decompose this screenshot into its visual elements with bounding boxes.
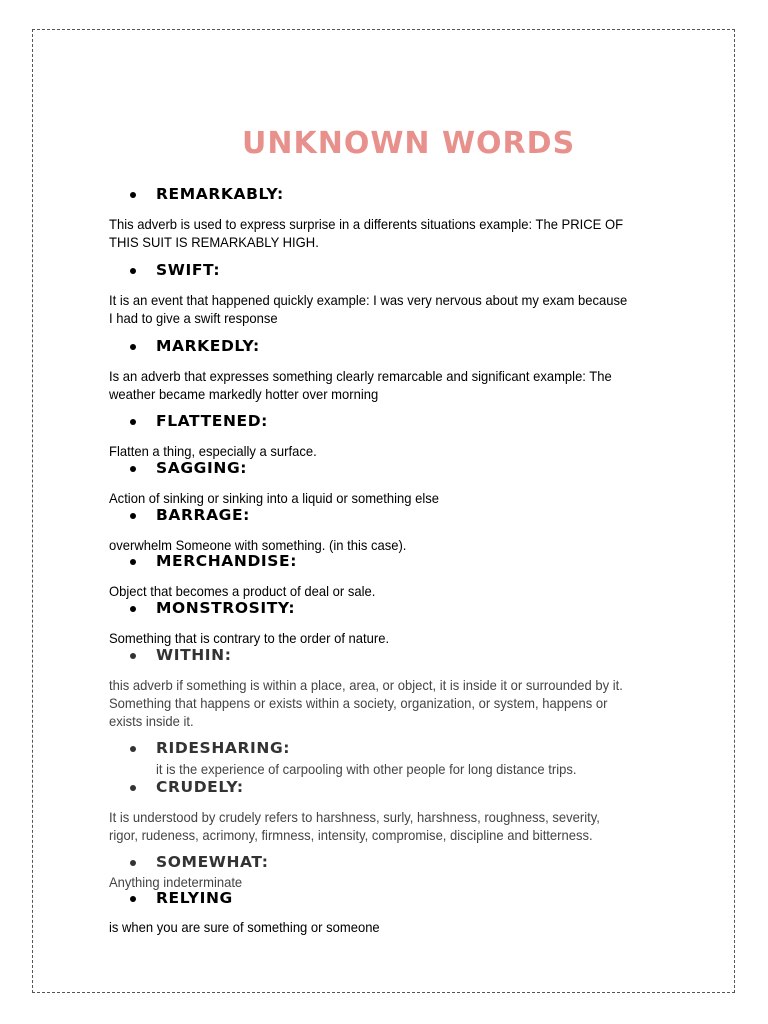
definition-monstrosity: Something that is contrary to the order of nature. — [109, 630, 390, 646]
page-title: UNKNOWN WORDS — [242, 126, 576, 161]
term-markedly: MARKEDLY: — [156, 337, 260, 355]
bullet-icon — [130, 653, 136, 659]
definition-remarkably: This adverb is used to express surprise in a differents situations example: The PRICE OF THIS SUIT IS REMARKABLY HIGH. — [109, 216, 624, 250]
term-remarkably: REMARKABLY: — [156, 185, 284, 203]
definition-barrage: overwhelm Someone with something. (in this case). — [109, 537, 407, 553]
definition-relying: is when you are sure of something or someone — [109, 919, 380, 935]
bullet-icon — [130, 860, 136, 866]
definition-flattened: Flatten a thing, especially a surface. — [109, 443, 317, 459]
bullet-icon — [130, 192, 136, 198]
bullet-icon — [130, 419, 136, 425]
term-merchandise: MERCHANDISE: — [156, 552, 298, 570]
definition-crudely: It is understood by crudely refers to harshness, surly, harshness, roughness, severity, rigor, rudeness, acrimony, firmness, intensity, compromise, discipline and bitterness. — [109, 809, 600, 843]
term-sagging: SAGGING: — [156, 459, 248, 477]
bullet-icon — [130, 466, 136, 472]
bullet-icon — [130, 344, 136, 350]
bullet-icon — [130, 896, 136, 902]
definition-markedly: Is an adverb that expresses something clearly remarcable and significant example: The weather became markedly hotter over morning — [109, 368, 612, 402]
bullet-icon — [130, 746, 136, 752]
definition-sagging: Action of sinking or sinking into a liquid or something else — [109, 490, 440, 506]
term-within: WITHIN: — [156, 646, 232, 664]
definition-ridesharing: it is the experience of carpooling with other people for long distance trips. — [156, 761, 577, 777]
term-crudely: CRUDELY: — [156, 778, 244, 796]
term-ridesharing: RIDESHARING: — [156, 739, 291, 757]
bullet-icon — [130, 606, 136, 612]
bullet-icon — [130, 268, 136, 274]
term-monstrosity: MONSTROSITY: — [156, 599, 296, 617]
page-border — [32, 29, 735, 993]
definition-within: this adverb if something is within a place, area, or object, it is inside it or surrounded by it. Something that happens or exists within a society, organization, or system, happens or exists inside it. — [109, 677, 623, 729]
term-somewhat: SOMEWHAT: — [156, 853, 269, 871]
term-flattened: FLATTENED: — [156, 412, 268, 430]
term-barrage: BARRAGE: — [156, 506, 250, 524]
bullet-icon — [130, 785, 136, 791]
term-relying: RELYING — [156, 889, 233, 907]
term-swift: SWIFT: — [156, 261, 221, 279]
bullet-icon — [130, 513, 136, 519]
definition-somewhat: Anything indeterminate — [109, 874, 243, 890]
definition-merchandise: Object that becomes a product of deal or sale. — [109, 583, 376, 599]
bullet-icon — [130, 559, 136, 565]
definition-swift: It is an event that happened quickly example: I was very nervous about my exam because I had to give a swift response — [109, 292, 628, 326]
